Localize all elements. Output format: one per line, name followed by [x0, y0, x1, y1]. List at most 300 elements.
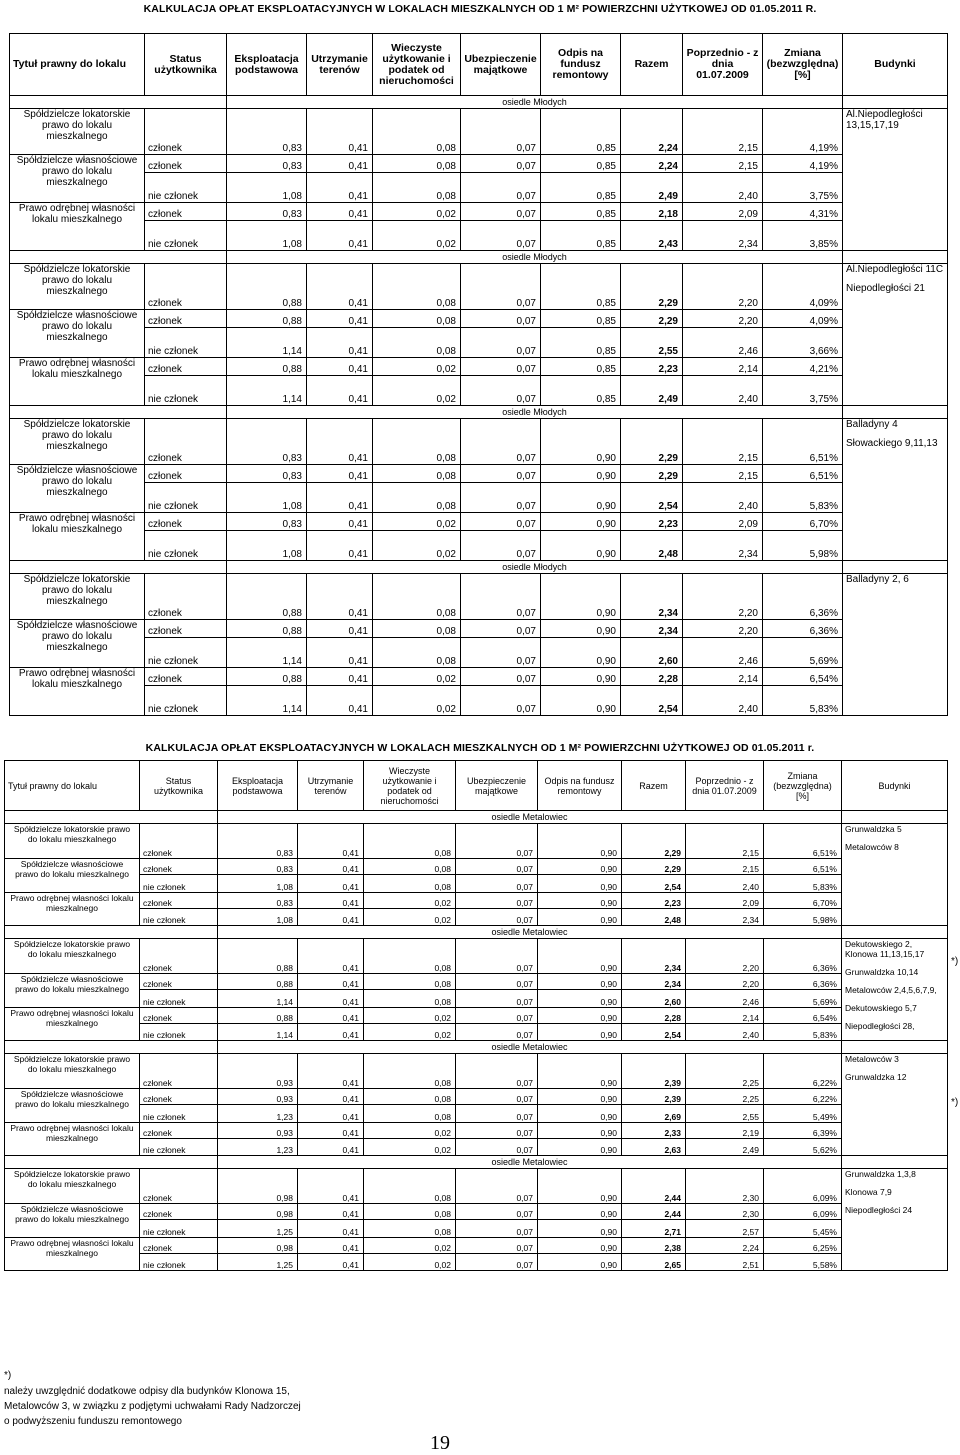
- value-cell: 0,07: [456, 859, 538, 875]
- user-status: członek: [140, 939, 218, 974]
- value-cell: 1,14: [227, 686, 307, 716]
- value-cell: 6,51%: [763, 419, 843, 465]
- value-cell: 0,41: [307, 109, 373, 155]
- value-cell: 0,41: [307, 173, 373, 203]
- value-cell: 2,15: [683, 465, 763, 483]
- value-cell: 2,60: [622, 990, 686, 1008]
- value-cell: 2,40: [683, 376, 763, 406]
- footnote-line: o podwyższeniu funduszu remontowego: [4, 1416, 182, 1427]
- value-cell: 0,02: [373, 358, 461, 376]
- value-cell: 2,34: [686, 909, 764, 926]
- spacer-cell: [5, 811, 218, 824]
- value-cell: 0,08: [373, 465, 461, 483]
- value-cell: 2,69: [622, 1105, 686, 1123]
- value-cell: 0,07: [461, 376, 541, 406]
- value-cell: 3,85%: [763, 221, 843, 251]
- user-status: członek: [145, 264, 227, 310]
- spacer-cell: [842, 1041, 948, 1054]
- value-cell: 0,08: [373, 638, 461, 668]
- value-cell: 0,07: [461, 419, 541, 465]
- value-cell: 4,21%: [763, 358, 843, 376]
- building-name: Dekutowskiego 2, Klonowa 11,13,15,17: [845, 939, 925, 959]
- value-cell: 6,51%: [764, 859, 842, 875]
- value-cell: 2,28: [621, 668, 683, 686]
- legal-title: Spółdzielcze lokatorskie prawo do lokalu mieszkalnego: [10, 419, 145, 465]
- value-cell: 0,02: [373, 668, 461, 686]
- value-cell: 0,88: [227, 574, 307, 620]
- value-cell: 5,69%: [764, 990, 842, 1008]
- value-cell: 0,41: [298, 1008, 364, 1024]
- user-status: członek: [140, 1008, 218, 1024]
- value-cell: 0,41: [298, 859, 364, 875]
- value-cell: 0,41: [307, 686, 373, 716]
- value-cell: 6,70%: [763, 513, 843, 531]
- value-cell: 0,41: [307, 465, 373, 483]
- spacer-cell: [843, 561, 948, 574]
- value-cell: 0,88: [227, 358, 307, 376]
- value-cell: 0,41: [307, 668, 373, 686]
- table-row: [5, 1254, 948, 1271]
- value-cell: 3,75%: [763, 376, 843, 406]
- value-cell: 0,02: [373, 376, 461, 406]
- table-row: [5, 1054, 948, 1089]
- value-cell: 0,08: [373, 264, 461, 310]
- value-cell: 0,88: [227, 620, 307, 638]
- value-cell: 0,83: [218, 859, 298, 875]
- value-cell: 0,07: [456, 1054, 538, 1089]
- value-cell: 5,83%: [763, 483, 843, 513]
- value-cell: 0,85: [541, 376, 621, 406]
- value-cell: 2,14: [683, 358, 763, 376]
- value-cell: 0,08: [373, 419, 461, 465]
- value-cell: 0,02: [373, 203, 461, 221]
- value-cell: 5,45%: [764, 1220, 842, 1238]
- value-cell: 5,49%: [764, 1105, 842, 1123]
- user-status: członek: [140, 1238, 218, 1254]
- user-status: członek: [140, 893, 218, 909]
- value-cell: 0,08: [373, 574, 461, 620]
- user-status: członek: [145, 465, 227, 483]
- value-cell: 2,14: [683, 668, 763, 686]
- value-cell: 0,41: [298, 1054, 364, 1089]
- value-cell: 6,36%: [763, 574, 843, 620]
- value-cell: 2,54: [621, 483, 683, 513]
- value-cell: 0,07: [461, 328, 541, 358]
- value-cell: 2,25: [686, 1089, 764, 1105]
- calculation-table-1: [9, 33, 948, 716]
- value-cell: 0,85: [541, 310, 621, 328]
- user-status: nie członek: [145, 376, 227, 406]
- value-cell: 2,60: [621, 638, 683, 668]
- value-cell: 0,90: [538, 1238, 622, 1254]
- value-cell: 0,90: [541, 513, 621, 531]
- column-header: Poprzednio - z dnia 01.07.2009: [686, 761, 764, 811]
- value-cell: 1,14: [227, 328, 307, 358]
- value-cell: 0,07: [456, 1254, 538, 1271]
- value-cell: 0,83: [227, 203, 307, 221]
- value-cell: 0,93: [218, 1123, 298, 1139]
- section-label: osiedle Metalowiec: [218, 926, 842, 939]
- value-cell: 2,43: [621, 221, 683, 251]
- value-cell: 0,07: [456, 1139, 538, 1156]
- value-cell: 2,20: [683, 574, 763, 620]
- value-cell: 2,65: [622, 1254, 686, 1271]
- value-cell: 0,83: [227, 465, 307, 483]
- value-cell: 0,90: [538, 1024, 622, 1041]
- table-row: [5, 1089, 948, 1105]
- value-cell: 4,09%: [763, 264, 843, 310]
- header-row: [10, 34, 948, 96]
- value-cell: 2,44: [622, 1204, 686, 1220]
- value-cell: 2,28: [622, 1008, 686, 1024]
- value-cell: 2,57: [686, 1220, 764, 1238]
- value-cell: 0,41: [307, 574, 373, 620]
- column-header: Status użytkownika: [140, 761, 218, 811]
- value-cell: 0,41: [298, 1089, 364, 1105]
- building-name: Grunwaldzka 12: [845, 1072, 907, 1082]
- value-cell: 2,40: [686, 1024, 764, 1041]
- building-name: Grunwaldzka 1,3,8: [845, 1169, 916, 1179]
- value-cell: 2,63: [622, 1139, 686, 1156]
- user-status: nie członek: [140, 990, 218, 1008]
- value-cell: 0,07: [456, 1008, 538, 1024]
- value-cell: 0,85: [541, 155, 621, 173]
- value-cell: 0,98: [218, 1204, 298, 1220]
- column-header: Utrzymanie terenów: [307, 34, 373, 96]
- value-cell: 0,07: [461, 173, 541, 203]
- value-cell: 0,90: [541, 620, 621, 638]
- value-cell: 0,08: [373, 155, 461, 173]
- value-cell: 2,23: [621, 358, 683, 376]
- spacer-cell: [5, 1156, 218, 1169]
- spacer-cell: [843, 406, 948, 419]
- value-cell: 6,54%: [764, 1008, 842, 1024]
- value-cell: 2,29: [622, 824, 686, 859]
- value-cell: 0,07: [461, 668, 541, 686]
- value-cell: 2,40: [683, 686, 763, 716]
- building-name: Al.Niepodległości 13,15,17,19: [846, 109, 923, 131]
- section-row: [10, 96, 948, 109]
- value-cell: 0,41: [298, 1220, 364, 1238]
- building-name: Grunwaldzka 10,14: [845, 967, 919, 977]
- value-cell: 0,88: [218, 974, 298, 990]
- column-header: Budynki: [843, 34, 948, 96]
- value-cell: 0,85: [541, 328, 621, 358]
- column-header: Razem: [621, 34, 683, 96]
- value-cell: 0,07: [461, 155, 541, 173]
- value-cell: 2,44: [622, 1169, 686, 1204]
- value-cell: 6,22%: [764, 1054, 842, 1089]
- value-cell: 2,46: [683, 328, 763, 358]
- value-cell: 1,14: [227, 376, 307, 406]
- value-cell: 0,41: [307, 531, 373, 561]
- buildings-cell: [842, 1169, 948, 1271]
- value-cell: 0,07: [461, 465, 541, 483]
- value-cell: 0,08: [364, 1089, 456, 1105]
- legal-title: Prawo odrębnej własności lokalu mieszkalnego: [10, 203, 145, 251]
- spacer-cell: [5, 926, 218, 939]
- table-row: [5, 909, 948, 926]
- column-header: Eksploatacja podstawowa: [218, 761, 298, 811]
- value-cell: 0,08: [364, 1054, 456, 1089]
- value-cell: 0,41: [307, 513, 373, 531]
- section-row: [10, 251, 948, 264]
- buildings-cell: [842, 939, 948, 1041]
- value-cell: 0,07: [456, 1204, 538, 1220]
- value-cell: 2,34: [621, 574, 683, 620]
- value-cell: 0,07: [456, 824, 538, 859]
- value-cell: 0,07: [456, 939, 538, 974]
- value-cell: 0,41: [298, 1024, 364, 1041]
- legal-title: Prawo odrębnej własności lokalu mieszkalnego: [5, 1123, 140, 1156]
- value-cell: 0,02: [364, 1123, 456, 1139]
- value-cell: 0,41: [307, 264, 373, 310]
- legal-title: Spółdzielcze lokatorskie prawo do lokalu mieszkalnego: [5, 1054, 140, 1089]
- value-cell: 0,02: [373, 221, 461, 251]
- value-cell: 4,19%: [763, 155, 843, 173]
- value-cell: 0,07: [456, 1105, 538, 1123]
- value-cell: 1,14: [218, 1024, 298, 1041]
- user-status: członek: [145, 574, 227, 620]
- table-row: [5, 1105, 948, 1123]
- value-cell: 2,24: [621, 109, 683, 155]
- value-cell: 2,54: [622, 1024, 686, 1041]
- user-status: nie członek: [140, 1139, 218, 1156]
- table-row: [5, 859, 948, 875]
- value-cell: 0,41: [298, 1204, 364, 1220]
- value-cell: 0,08: [364, 1105, 456, 1123]
- building-name: Słowackiego 9,11,13: [846, 438, 938, 449]
- table-row: [10, 328, 948, 358]
- value-cell: 0,02: [364, 1024, 456, 1041]
- value-cell: 2,34: [621, 620, 683, 638]
- value-cell: 0,41: [307, 376, 373, 406]
- user-status: członek: [145, 419, 227, 465]
- value-cell: 0,02: [364, 1008, 456, 1024]
- value-cell: 0,90: [541, 574, 621, 620]
- value-cell: 0,93: [218, 1054, 298, 1089]
- value-cell: 2,54: [622, 875, 686, 893]
- value-cell: 0,08: [364, 1220, 456, 1238]
- value-cell: 0,41: [298, 1139, 364, 1156]
- value-cell: 2,20: [683, 620, 763, 638]
- table-row: [10, 221, 948, 251]
- user-status: członek: [140, 824, 218, 859]
- column-header: Ubezpieczenie majątkowe: [456, 761, 538, 811]
- value-cell: 0,07: [461, 638, 541, 668]
- value-cell: 0,88: [227, 668, 307, 686]
- value-cell: 2,46: [683, 638, 763, 668]
- value-cell: 0,07: [461, 620, 541, 638]
- value-cell: 2,24: [621, 155, 683, 173]
- table-row: [10, 668, 948, 686]
- value-cell: 1,23: [218, 1139, 298, 1156]
- table-row: [10, 465, 948, 483]
- value-cell: 0,02: [373, 531, 461, 561]
- buildings-cell: [842, 824, 948, 926]
- buildings-cell: [843, 574, 948, 716]
- value-cell: 0,90: [541, 668, 621, 686]
- user-status: członek: [140, 859, 218, 875]
- section-row: [5, 811, 948, 824]
- value-cell: 0,90: [538, 1054, 622, 1089]
- value-cell: 3,66%: [763, 328, 843, 358]
- spacer-cell: [10, 96, 227, 109]
- legal-title: Prawo odrębnej własności lokalu mieszkalnego: [10, 358, 145, 406]
- value-cell: 4,19%: [763, 109, 843, 155]
- value-cell: 0,07: [461, 574, 541, 620]
- value-cell: 0,08: [373, 109, 461, 155]
- value-cell: 2,30: [686, 1169, 764, 1204]
- legal-title: Spółdzielcze lokatorskie prawo do lokalu mieszkalnego: [10, 264, 145, 310]
- value-cell: 0,02: [364, 1139, 456, 1156]
- table-row: [5, 1024, 948, 1041]
- table-row: [10, 686, 948, 716]
- spacer-cell: [843, 96, 948, 109]
- user-status: członek: [140, 1204, 218, 1220]
- spacer-cell: [842, 1156, 948, 1169]
- value-cell: 0,08: [364, 859, 456, 875]
- building-name: Niepodległości 21: [846, 283, 925, 294]
- buildings-cell: [843, 419, 948, 561]
- section-label: osiedle Młodych: [227, 96, 843, 109]
- value-cell: 0,41: [298, 939, 364, 974]
- value-cell: 0,41: [307, 155, 373, 173]
- value-cell: 2,40: [686, 875, 764, 893]
- value-cell: 2,34: [683, 221, 763, 251]
- value-cell: 0,90: [541, 531, 621, 561]
- column-header: Budynki: [842, 761, 948, 811]
- value-cell: 0,85: [541, 203, 621, 221]
- user-status: członek: [140, 1123, 218, 1139]
- value-cell: 0,08: [373, 310, 461, 328]
- value-cell: 2,39: [622, 1054, 686, 1089]
- table-row: [10, 513, 948, 531]
- table-row: [10, 155, 948, 173]
- user-status: nie członek: [140, 1024, 218, 1041]
- column-header: Zmiana (bezwzględna) [%]: [764, 761, 842, 811]
- building-name: Al.Niepodległości 11C: [846, 264, 944, 275]
- value-cell: 0,08: [373, 620, 461, 638]
- column-header: Eksploatacja podstawowa: [227, 34, 307, 96]
- value-cell: 2,15: [686, 859, 764, 875]
- spacer-cell: [5, 1041, 218, 1054]
- section-label: osiedle Metalowiec: [218, 811, 842, 824]
- table-row: [10, 638, 948, 668]
- legal-title: Spółdzielcze lokatorskie prawo do lokalu mieszkalnego: [10, 109, 145, 155]
- value-cell: 0,90: [541, 419, 621, 465]
- value-cell: 0,41: [298, 875, 364, 893]
- value-cell: 2,20: [683, 264, 763, 310]
- value-cell: 0,08: [364, 1204, 456, 1220]
- spacer-cell: [10, 406, 227, 419]
- section-row: [5, 1041, 948, 1054]
- value-cell: 1,25: [218, 1254, 298, 1271]
- value-cell: 0,83: [227, 155, 307, 173]
- value-cell: 6,36%: [764, 939, 842, 974]
- value-cell: 0,07: [456, 974, 538, 990]
- user-status: nie członek: [145, 531, 227, 561]
- building-name: Niepodległości 28,: [845, 1021, 915, 1031]
- column-header: Odpis na fundusz remontowy: [538, 761, 622, 811]
- value-cell: 2,20: [683, 310, 763, 328]
- spacer-cell: [842, 926, 948, 939]
- value-cell: 0,41: [307, 203, 373, 221]
- value-cell: 2,71: [622, 1220, 686, 1238]
- legal-title: Spółdzielcze własnościowe prawo do lokalu mieszkalnego: [5, 974, 140, 1008]
- column-header: Ubezpieczenie majątkowe: [461, 34, 541, 96]
- value-cell: 0,88: [218, 1008, 298, 1024]
- value-cell: 0,07: [456, 875, 538, 893]
- footnote-line: należy uwzględnić dodatkowe odpisy dla budynków Klonowa 15,: [4, 1386, 290, 1397]
- value-cell: 0,08: [364, 974, 456, 990]
- value-cell: 0,02: [364, 893, 456, 909]
- value-cell: 6,51%: [764, 824, 842, 859]
- value-cell: 0,90: [538, 893, 622, 909]
- value-cell: 2,15: [683, 155, 763, 173]
- value-cell: 0,90: [538, 875, 622, 893]
- table-row: [10, 419, 948, 465]
- value-cell: 5,69%: [763, 638, 843, 668]
- value-cell: 0,41: [298, 1238, 364, 1254]
- user-status: członek: [145, 310, 227, 328]
- column-header: Odpis na fundusz remontowy: [541, 34, 621, 96]
- user-status: nie członek: [145, 638, 227, 668]
- value-cell: 0,07: [461, 264, 541, 310]
- value-cell: 6,54%: [763, 668, 843, 686]
- value-cell: 2,49: [621, 173, 683, 203]
- table-row: [10, 109, 948, 155]
- value-cell: 2,09: [686, 893, 764, 909]
- value-cell: 2,15: [683, 419, 763, 465]
- user-status: nie członek: [140, 1105, 218, 1123]
- page-number: 19: [430, 1432, 450, 1454]
- value-cell: 0,90: [541, 465, 621, 483]
- value-cell: 0,07: [461, 513, 541, 531]
- value-cell: 2,54: [621, 686, 683, 716]
- user-status: członek: [140, 1054, 218, 1089]
- section-row: [10, 561, 948, 574]
- value-cell: 0,90: [538, 1123, 622, 1139]
- value-cell: 5,98%: [763, 531, 843, 561]
- value-cell: 0,07: [456, 1220, 538, 1238]
- value-cell: 6,36%: [764, 974, 842, 990]
- legal-title: Spółdzielcze lokatorskie prawo do lokalu mieszkalnego: [10, 574, 145, 620]
- building-name: Niepodległości 24: [845, 1205, 913, 1215]
- value-cell: 5,83%: [764, 875, 842, 893]
- legal-title: Spółdzielcze własnościowe prawo do lokalu mieszkalnego: [10, 310, 145, 358]
- value-cell: 6,25%: [764, 1238, 842, 1254]
- value-cell: 2,34: [622, 939, 686, 974]
- spacer-cell: [10, 251, 227, 264]
- value-cell: 2,23: [622, 893, 686, 909]
- building-name: Metalowców 8: [845, 842, 899, 852]
- legal-title: Prawo odrębnej własności lokalu mieszkalnego: [5, 1238, 140, 1271]
- value-cell: 0,07: [461, 531, 541, 561]
- value-cell: 2,25: [686, 1054, 764, 1089]
- value-cell: 0,88: [227, 310, 307, 328]
- value-cell: 0,90: [538, 1089, 622, 1105]
- table-row: [10, 310, 948, 328]
- user-status: członek: [145, 620, 227, 638]
- table-row: [5, 1238, 948, 1254]
- value-cell: 0,07: [456, 1024, 538, 1041]
- value-cell: 2,19: [686, 1123, 764, 1139]
- value-cell: 2,29: [621, 310, 683, 328]
- table-row: [5, 893, 948, 909]
- user-status: nie członek: [140, 909, 218, 926]
- value-cell: 0,02: [364, 1254, 456, 1271]
